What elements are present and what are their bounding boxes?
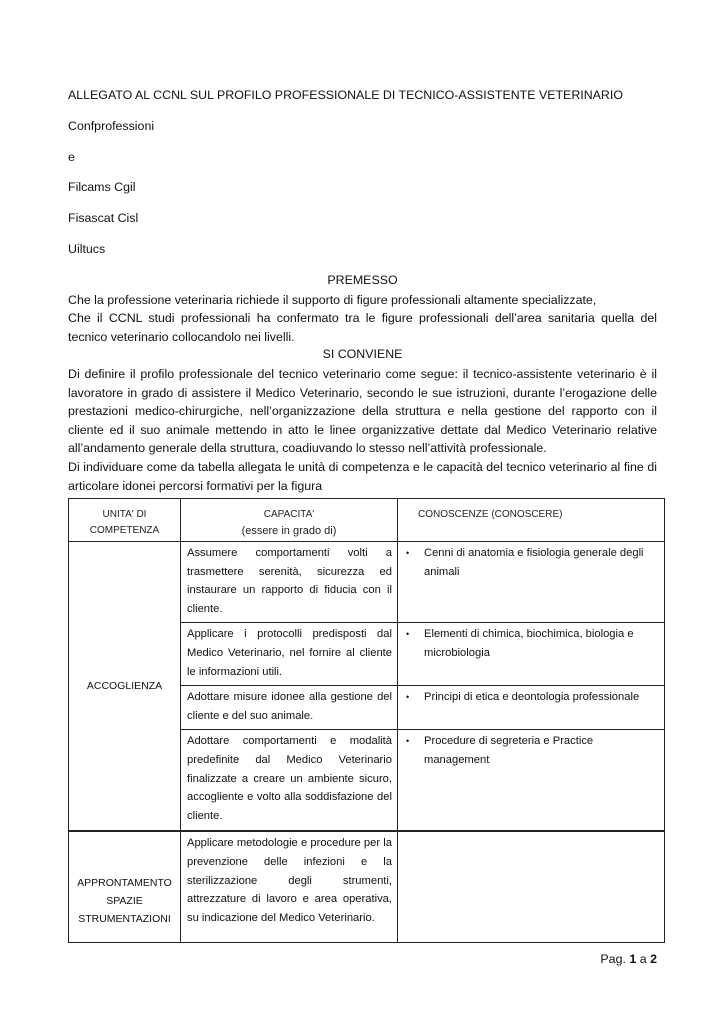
- table-header-row: [69, 499, 665, 542]
- knowledge-cell: [398, 730, 664, 773]
- capacity-cell: Applicare metodologie e procedure per la prevenzione delle infezioni e la sterilizzazione degli strumenti, attrezzature di lavoro e area operativa, su indicazione del Medico Veterinario.: [187, 837, 392, 924]
- knowledge-text: Principi di etica e deontologia professionale: [424, 691, 640, 704]
- competence-table: [68, 498, 665, 943]
- unit-approntamento: [69, 831, 181, 943]
- bullet-icon: •: [406, 548, 410, 558]
- premesso-heading: PREMESSO: [327, 273, 398, 287]
- unit-label: ACCOGLIENZA: [86, 680, 163, 693]
- bullet-icon: •: [406, 736, 410, 747]
- conviene-paragraph-2: Di individuare come da tabella allegata le unità di competenza e le capacità del tecnico veterinario al fine di articolare idonei percorsi formativi per la figura: [68, 460, 657, 493]
- party-uiltucs: Uiltucs: [68, 242, 106, 256]
- header-unit: [69, 499, 181, 542]
- footer-page-number: 1: [629, 952, 637, 966]
- conviene-paragraph-1: Di definire il profilo professionale del tecnico veterinario come segue: il tecnico-assistente veterinario è il lavoratore in grado di assistere il Medico Veterinario, secondo le sue istruzioni, durante l’erogazione delle prestazioni medico-chirurgiche, nell’organizzazione della struttura e nella gestione del rapporto con il cliente ed il suo animale mettendo in atto le linee organizzative dettate dal Medico Veterinario relative all’andamento generale della struttura, coadiuvando lo stesso nell’attività professionale.: [68, 367, 657, 456]
- capacity-cell: Applicare i protocolli predisposti dal Medico Veterinario, nel fornire al cliente le informazioni utili.: [187, 628, 392, 678]
- knowledge-cell: [398, 623, 664, 666]
- footer-total-pages: 2: [650, 952, 657, 966]
- party-filcams: Filcams Cgil: [68, 180, 136, 194]
- knowledge-text: Elementi di chimica, biochimica, biologia e microbiologia: [424, 628, 634, 659]
- capacity-cell: Assumere comportamenti volti a trasmettere serenità, sicurezza ed instaurare un rapporto di fiducia con il cliente.: [187, 547, 392, 615]
- header-knowledge-label: CONOSCENZE (CONOSCERE): [418, 509, 563, 520]
- header-unit-line2: COMPETENZA: [89, 525, 160, 536]
- bullet-icon: •: [406, 629, 410, 640]
- unit-label-line3: STRUMENTAZIONI: [78, 913, 171, 926]
- capacity-cell: Adottare misure idonee alla gestione del cliente e del suo animale.: [187, 691, 392, 722]
- header-capacity-line1: CAPACITA': [263, 509, 315, 520]
- knowledge-cell-empty: [398, 832, 664, 838]
- knowledge-cell: [398, 686, 664, 711]
- premesso-line-2: Che il CCNL studi professionali ha confermato tra le figure professionali dell’area sanitaria quella del tecnico veterinario collocandolo nei livelli.: [68, 311, 657, 344]
- header-knowledge: [398, 499, 665, 542]
- footer-prefix: Pag.: [600, 952, 626, 966]
- table-row: [69, 831, 665, 943]
- bullet-icon: •: [406, 692, 410, 703]
- knowledge-text: Procedure di segreteria e Practice management: [424, 735, 594, 766]
- document-title: ALLEGATO AL CCNL SUL PROFILO PROFESSIONALE DI TECNICO-ASSISTENTE VETERINARIO: [68, 88, 623, 102]
- header-capacity: [181, 499, 398, 542]
- unit-accoglienza: [69, 542, 181, 832]
- party-fisascat: Fisascat Cisl: [68, 211, 139, 225]
- unit-label-line1: APPRONTAMENTO: [77, 877, 172, 890]
- capacity-cell: Adottare comportamenti e modalità predefinite dal Medico Veterinario finalizzate a creare un ambiente sicuro, accogliente e volto alla soddisfazione del cliente.: [187, 735, 392, 822]
- footer-separator: a: [639, 952, 647, 966]
- party-confprofessioni: Confprofessioni: [68, 119, 155, 133]
- page-footer: [600, 952, 657, 966]
- knowledge-text: Cenni di anatomia e fisiologia generale degli animali: [424, 547, 644, 578]
- header-unit-line1: UNITA' DI: [102, 509, 147, 520]
- party-conjunction: e: [68, 150, 75, 164]
- knowledge-cell: [398, 542, 664, 585]
- unit-label-line2: SPAZIE: [106, 895, 143, 908]
- table-row: [69, 542, 665, 623]
- premesso-line-1: Che la professione veterinaria richiede il supporto di figure professionali altamente specializzate,: [68, 293, 597, 307]
- conviene-heading: SI CONVIENE: [322, 347, 403, 361]
- header-capacity-line2: (essere in grado di): [241, 525, 337, 537]
